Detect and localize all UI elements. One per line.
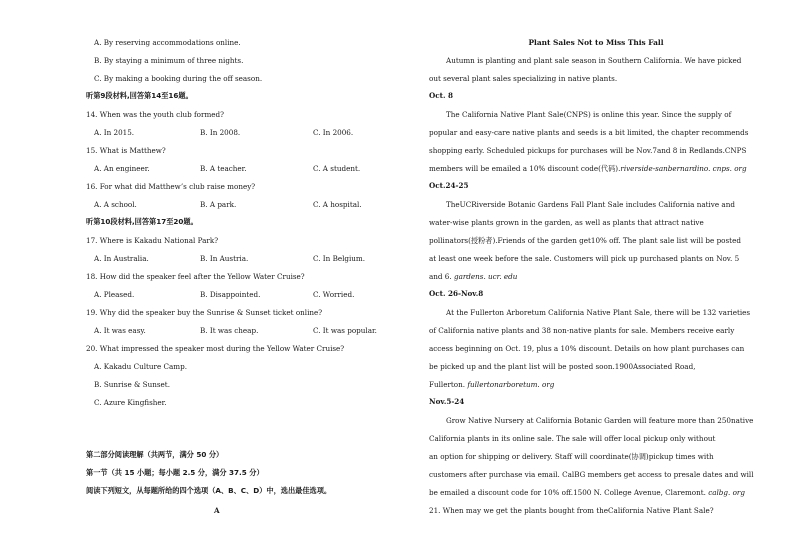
q14-option-b: B. In 2008. <box>200 128 241 137</box>
q15-stem: 15. What is Matthew? <box>86 146 166 155</box>
date-oct-24-25: Oct.24-25 <box>429 181 469 190</box>
intro-line-1: Autumn is planting and plant sale season in Southern California. We have picked <box>446 56 742 65</box>
part2-heading: 第二部分阅读理解（共两节，满分 50 分） <box>86 450 224 459</box>
arboretum-url: fullertonarboretum. org <box>467 380 555 389</box>
q20-stem: 20. What impressed the speaker most during the Yellow Water Cruise? <box>86 344 345 353</box>
date-oct-8: Oct. 8 <box>429 91 453 100</box>
p4-line-5-text: be emailed a discount code for 10% off.1500 N. College Avenue, Claremont. <box>429 488 706 497</box>
p2-line-4: at least one week before the sale. Customers will pick up purchased plants on Nov. 5 <box>429 254 740 263</box>
date-oct-26-nov-8: Oct. 26-Nov.8 <box>429 289 484 298</box>
q18-stem: 18. How did the speaker feel after the Yellow Water Cruise? <box>86 272 305 281</box>
q16-option-b: B. A park. <box>200 200 237 209</box>
p3-line-3: access beginning on Oct. 19, plus a 10% discount. Details on how plant purchases can <box>429 344 745 353</box>
q20-option-b: B. Sunrise & Sunset. <box>94 380 170 389</box>
p3-line-2: of California native plants and 38 non-native plants for sale. Members receive early <box>429 326 735 335</box>
cnps-url: riverside-sanbernardino. cnps. org <box>620 164 747 173</box>
q14-option-c: C. In 2006. <box>313 128 354 137</box>
passage-label: A <box>214 506 220 515</box>
q14-option-a: A. In 2015. <box>94 128 135 137</box>
q20-option-a: A. Kakadu Culture Camp. <box>94 362 187 371</box>
p2-line-2: water-wise plants grown in the garden, as well as plants that attract native <box>429 218 704 227</box>
q18-option-a: A. Pleased. <box>94 290 135 299</box>
p4-line-3: an option for shipping or delivery. Staff will coordinate(协调)pickup times with <box>429 452 714 461</box>
q19-option-a: A. It was easy. <box>94 326 146 335</box>
q16-option-c: C. A hospital. <box>313 200 362 209</box>
q14-stem: 14. When was the youth club formed? <box>86 110 224 119</box>
p2-line-5-text: and 6. <box>429 272 452 281</box>
p1-line-4-text: members will be emailed a 10% discount code(代码). <box>429 164 621 173</box>
q17-option-a: A. In Australia. <box>94 254 149 263</box>
ucr-url: gardens. ucr. edu <box>453 272 518 281</box>
reading-instruction: 阅读下列短文，从每题所给的四个选项（A、B、C、D）中，选出最佳选项。 <box>86 486 332 495</box>
q18-option-c: C. Worried. <box>313 290 355 299</box>
p1-line-1: The California Native Plant Sale(CNPS) is online this year. Since the supply of <box>446 110 732 119</box>
p3-line-1: At the Fullerton Arboretum California Native Plant Sale, there will be 132 varieties <box>446 308 751 317</box>
p1-line-2: popular and easy-care native plants and seeds is a bit limited, the chapter recommends <box>429 128 749 137</box>
q19-stem: 19. Why did the speaker buy the Sunrise & Sunset ticket online? <box>86 308 323 317</box>
p2-line-3: pollinators(授粉者).Friends of the garden get10% off. The plant sale list will be posted <box>429 236 741 245</box>
q15-option-a: A. An engineer. <box>94 164 150 173</box>
q19-option-b: B. It was cheap. <box>200 326 259 335</box>
calbg-url: calbg. org <box>708 488 745 497</box>
section10-heading: 听第10段材料,回答第17至20题。 <box>86 217 198 226</box>
article-title: Plant Sales Not to Miss This Fall <box>528 38 664 47</box>
q21-stem: 21. When may we get the plants bought from theCalifornia Native Plant Sale? <box>429 506 714 515</box>
p1-line-3: shopping early. Scheduled pickups for purchases will be Nov.7and 8 in Redlands.CNPS <box>429 146 747 155</box>
p3-line-4: be picked up and the plant list will be posted soon.1900Associated Road, <box>429 362 696 371</box>
q19-option-c: C. It was popular. <box>313 326 377 335</box>
q17-option-b: B. In Austria. <box>200 254 249 263</box>
section1-heading: 第一节（共 15 小题；每小题 2.5 分，满分 37.5 分） <box>86 468 264 477</box>
q15-option-c: C. A student. <box>313 164 361 173</box>
q13-option-c: C. By making a booking during the off season. <box>94 74 263 83</box>
p3-line-5 <box>429 380 554 389</box>
q20-option-c: C. Azure Kingfisher. <box>94 398 167 407</box>
q17-stem: 17. Where is Kakadu National Park? <box>86 236 219 245</box>
date-nov-5-24: Nov.5-24 <box>429 397 465 406</box>
intro-line-2: out several plant sales specializing in native plants. <box>429 74 618 83</box>
q13-option-a: A. By reserving accommodations online. <box>94 38 241 47</box>
p4-line-5 <box>429 488 745 497</box>
q18-option-b: B. Disappointed. <box>200 290 261 299</box>
p2-line-5 <box>429 272 517 281</box>
p4-line-2: California plants in its online sale. The sale will offer local pickup only without <box>429 434 716 443</box>
p4-line-4: customers after purchase via email. CalBG members get access to presale dates and will <box>429 470 754 479</box>
p2-line-1: TheUCRiverside Botanic Gardens Fall Plant Sale includes California native and <box>446 200 735 209</box>
q16-stem: 16. For what did Matthew’s club raise money? <box>86 182 256 191</box>
q13-option-b: B. By staying a minimum of three nights. <box>94 56 244 65</box>
q15-option-b: B. A teacher. <box>200 164 247 173</box>
p1-line-4 <box>429 164 747 173</box>
q17-option-c: C. In Belgium. <box>313 254 366 263</box>
q16-option-a: A. A school. <box>94 200 137 209</box>
p4-line-1: Grow Native Nursery at California Botanic Garden will feature more than 250native <box>446 416 754 425</box>
p3-line-5-text: Fullerton. <box>429 380 466 389</box>
section9-heading: 听第9段材料,回答第14至16题。 <box>86 91 193 100</box>
